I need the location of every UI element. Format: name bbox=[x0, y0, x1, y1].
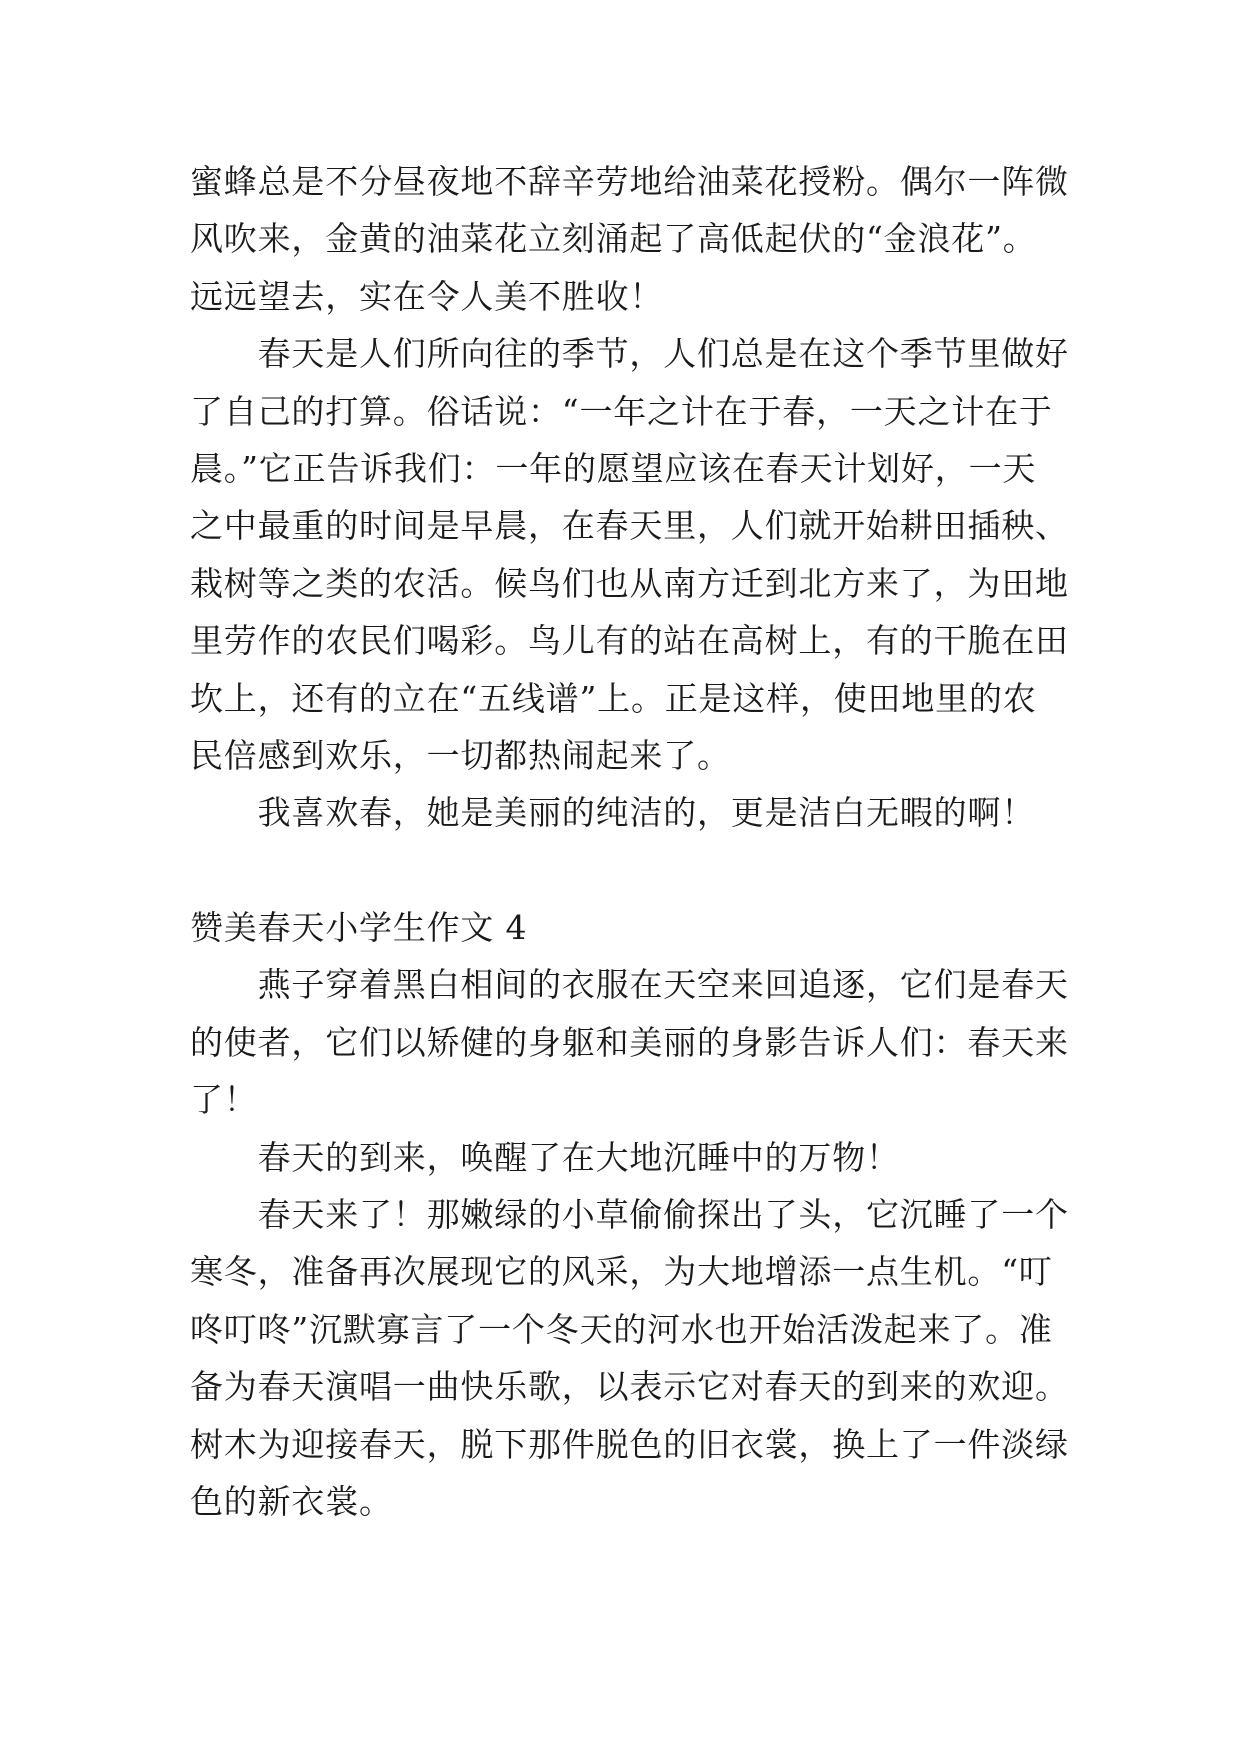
paragraph-line: 树木为迎接春天，脱下那件脱色的旧衣裳，换上了一件淡绿 bbox=[190, 1424, 1069, 1464]
paragraph bbox=[190, 325, 1130, 784]
paragraph-line: 远远望去，实在令人美不胜收！ bbox=[190, 276, 664, 316]
paragraph-line: 蜜蜂总是不分昼夜地不辞辛劳地给油菜花授粉。偶尔一阵微 bbox=[190, 162, 1069, 201]
paragraph-line: 我喜欢春，她是美丽的纯洁的，更是洁白无暇的啊！ bbox=[257, 793, 1035, 833]
paragraph-line: 民倍感到欢乐，一切都热闹起来了。 bbox=[190, 735, 731, 775]
paragraph-line: 里劳作的农民们喝彩。鸟儿有的站在高树上，有的干脆在田 bbox=[190, 621, 1069, 661]
paragraph-line: 咚叮咚”沉默寡言了一个冬天的河水也开始活泼起来了。准 bbox=[190, 1309, 1053, 1349]
document-body bbox=[190, 153, 1130, 1530]
paragraph bbox=[190, 153, 1130, 325]
paragraph-line: 春天是人们所向往的季节，人们总是在这个季节里做好 bbox=[257, 334, 1069, 374]
paragraph-line: 风吹来，金黄的油菜花立刻涌起了高低起伏的“金浪花”。 bbox=[190, 219, 1037, 259]
paragraph-line: 的使者，它们以矫健的身躯和美丽的身影告诉人们：春天来 bbox=[190, 1022, 1069, 1062]
paragraph bbox=[190, 956, 1130, 1128]
paragraph bbox=[190, 1129, 1130, 1186]
paragraph-line: 寒冬，准备再次展现它的风采，为大地增添一点生机。“叮 bbox=[190, 1252, 1053, 1292]
paragraph-line: 了！ bbox=[190, 1080, 258, 1120]
paragraph-line: 春天来了！那嫩绿的小草偷偷探出了头，它沉睡了一个 bbox=[257, 1195, 1069, 1235]
paragraph-line: 色的新衣裳。 bbox=[190, 1481, 393, 1521]
paragraph-line: 坎上，还有的立在“五线谱”上。正是这样，使田地里的农 bbox=[190, 678, 1037, 718]
paragraph-line: 之中最重的时间是早晨，在春天里，人们就开始耕田插秧、 bbox=[190, 506, 1069, 546]
paragraph-line: 备为春天演唱一曲快乐歌，以表示它对春天的到来的欢迎。 bbox=[190, 1367, 1069, 1407]
paragraph bbox=[190, 1186, 1130, 1530]
essay-title: 赞美春天小学生作文 4 bbox=[190, 908, 528, 948]
paragraph-line: 燕子穿着黑白相间的衣服在天空来回追逐，它们是春天 bbox=[257, 965, 1069, 1005]
paragraph bbox=[190, 784, 1130, 841]
paragraph-line: 晨。”它正告诉我们：一年的愿望应该在春天计划好，一天 bbox=[190, 448, 1037, 488]
paragraph-line: 春天的到来，唤醒了在大地沉睡中的万物！ bbox=[257, 1137, 900, 1177]
paragraph-line: 了自己的打算。俗话说：“一年之计在于春，一天之计在于 bbox=[190, 391, 1053, 431]
blank-line bbox=[190, 842, 1130, 899]
paragraph-line: 栽树等之类的农活。候鸟们也从南方迁到北方来了，为田地 bbox=[190, 563, 1069, 603]
